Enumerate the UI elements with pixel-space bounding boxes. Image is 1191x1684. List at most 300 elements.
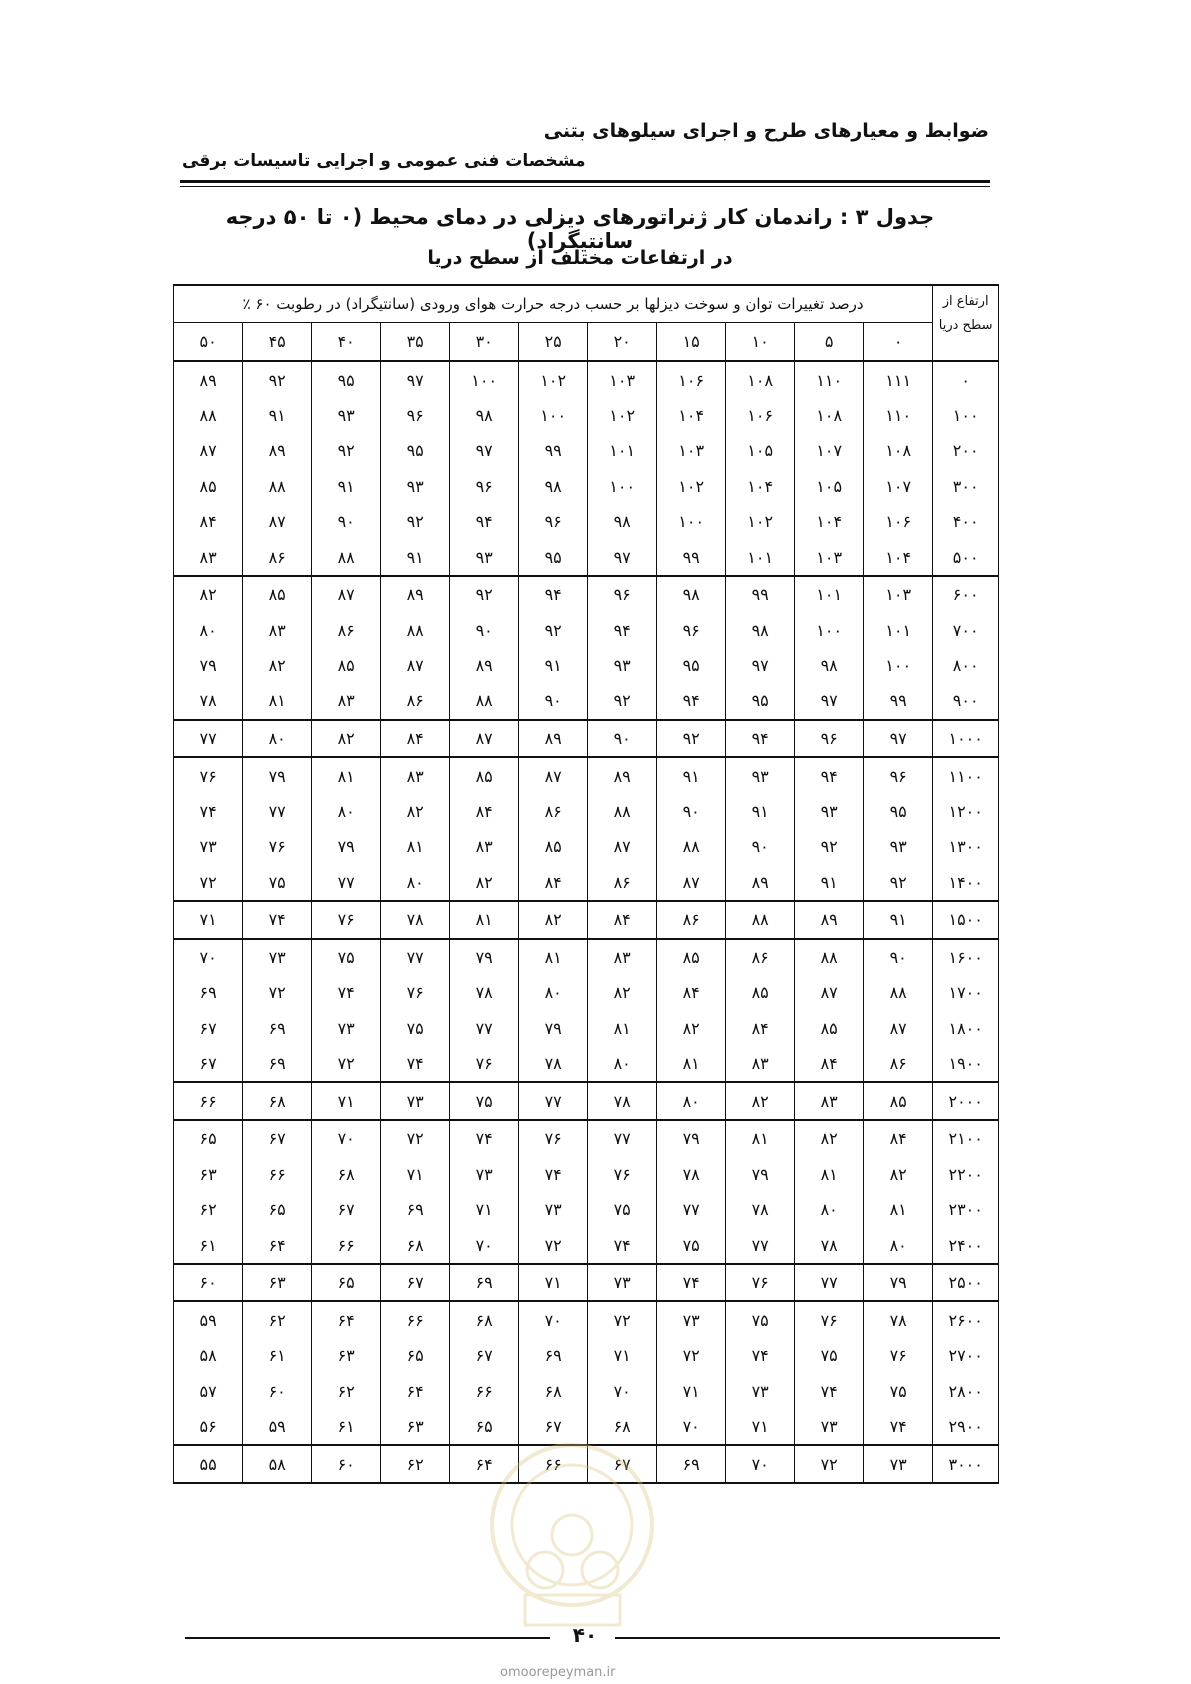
- altitude-cell: ۲۰۰۰: [933, 1082, 999, 1120]
- value-cell: ۶۸: [312, 1157, 381, 1192]
- value-cell: ۹۰: [657, 794, 726, 829]
- value-cell: ۷۶: [795, 1301, 864, 1338]
- value-cell: ۶۶: [519, 1445, 588, 1483]
- value-cell: ۷۸: [381, 901, 450, 939]
- value-cell: ۷۲: [381, 1120, 450, 1157]
- value-cell: ۷۲: [657, 1338, 726, 1373]
- value-cell: ۷۵: [795, 1338, 864, 1373]
- value-cell: ۶۸: [243, 1082, 312, 1120]
- altitude-cell: ۶۰۰: [933, 576, 999, 613]
- value-cell: ۹۵: [312, 361, 381, 398]
- value-cell: ۱۰۸: [726, 361, 795, 398]
- value-cell: ۱۰۰: [519, 398, 588, 433]
- value-cell: ۸۰: [588, 1046, 657, 1083]
- table-header-row: [174, 285, 999, 322]
- table-row: [174, 683, 999, 720]
- temperature-header-row: [174, 322, 999, 361]
- temp-header-cell: ۴۵: [243, 322, 312, 361]
- table-row: [174, 1046, 999, 1083]
- value-cell: ۷۶: [588, 1157, 657, 1192]
- altitude-cell: ۲۰۰: [933, 433, 999, 468]
- altitude-cell: ۲۹۰۰: [933, 1409, 999, 1446]
- altitude-cell: ۵۰۰: [933, 539, 999, 576]
- value-cell: ۹۰: [726, 829, 795, 864]
- value-cell: ۸۱: [312, 757, 381, 794]
- value-cell: ۷۳: [243, 939, 312, 976]
- value-cell: ۷۶: [174, 757, 243, 794]
- value-cell: ۷۹: [519, 1011, 588, 1046]
- value-cell: ۷۷: [312, 865, 381, 902]
- value-cell: ۶۹: [243, 1011, 312, 1046]
- value-cell: ۷۷: [726, 1227, 795, 1264]
- value-cell: ۸۹: [588, 757, 657, 794]
- value-cell: ۹۳: [726, 757, 795, 794]
- value-cell: ۶۹: [174, 975, 243, 1010]
- value-cell: ۶۵: [381, 1338, 450, 1373]
- value-cell: ۶۰: [312, 1445, 381, 1483]
- value-cell: ۸۷: [795, 975, 864, 1010]
- value-cell: ۷۴: [657, 1264, 726, 1302]
- value-cell: ۷۸: [657, 1157, 726, 1192]
- value-cell: ۸۸: [657, 829, 726, 864]
- value-cell: ۷۷: [174, 720, 243, 758]
- value-cell: ۹۲: [588, 683, 657, 720]
- value-cell: ۱۱۰: [795, 361, 864, 398]
- value-cell: ۷۰: [657, 1409, 726, 1446]
- value-cell: ۷۳: [312, 1011, 381, 1046]
- value-cell: ۷۷: [657, 1192, 726, 1227]
- value-cell: ۷۶: [450, 1046, 519, 1083]
- altitude-cell: ۱۳۰۰: [933, 829, 999, 864]
- value-cell: ۸۰: [312, 794, 381, 829]
- table-row: [174, 975, 999, 1010]
- table-row: [174, 1192, 999, 1227]
- value-cell: ۷۹: [864, 1264, 933, 1302]
- value-cell: ۹۳: [864, 829, 933, 864]
- value-cell: ۸۲: [864, 1157, 933, 1192]
- value-cell: ۸۸: [588, 794, 657, 829]
- value-cell: ۶۰: [243, 1373, 312, 1408]
- value-cell: ۷۹: [450, 939, 519, 976]
- value-cell: ۷۷: [795, 1264, 864, 1302]
- altitude-cell: ۲۱۰۰: [933, 1120, 999, 1157]
- value-cell: ۸۲: [381, 794, 450, 829]
- table-row: [174, 1227, 999, 1264]
- value-cell: ۹۸: [726, 612, 795, 647]
- value-cell: ۸۶: [243, 539, 312, 576]
- value-cell: ۸۲: [174, 576, 243, 613]
- header-rule-thin: [180, 186, 990, 187]
- value-cell: ۹۴: [450, 504, 519, 539]
- value-cell: ۶۲: [174, 1192, 243, 1227]
- value-cell: ۶۶: [312, 1227, 381, 1264]
- value-cell: ۷۵: [726, 1301, 795, 1338]
- value-cell: ۹۶: [657, 612, 726, 647]
- temp-header-cell: ۳۰: [450, 322, 519, 361]
- value-cell: ۷۶: [312, 901, 381, 939]
- value-cell: ۸۷: [381, 648, 450, 683]
- value-cell: ۷۰: [174, 939, 243, 976]
- value-cell: ۷۳: [519, 1192, 588, 1227]
- value-cell: ۶۴: [243, 1227, 312, 1264]
- value-cell: ۵۵: [174, 1445, 243, 1483]
- value-cell: ۸۰: [519, 975, 588, 1010]
- value-cell: ۹۵: [726, 683, 795, 720]
- value-cell: ۶۴: [450, 1445, 519, 1483]
- value-cell: ۹۸: [519, 469, 588, 504]
- value-cell: ۸۹: [726, 865, 795, 902]
- value-cell: ۱۱۱: [864, 361, 933, 398]
- value-cell: ۸۵: [243, 576, 312, 613]
- value-cell: ۸۰: [174, 612, 243, 647]
- value-cell: ۷۷: [519, 1082, 588, 1120]
- value-cell: ۸۸: [312, 539, 381, 576]
- value-cell: ۱۰۲: [726, 504, 795, 539]
- table-row: [174, 361, 999, 398]
- footer-rule-left: [185, 1637, 550, 1639]
- value-cell: ۸۷: [657, 865, 726, 902]
- value-cell: ۸۰: [657, 1082, 726, 1120]
- efficiency-table: [173, 284, 999, 1484]
- value-cell: ۷۸: [519, 1046, 588, 1083]
- table-row: [174, 720, 999, 758]
- value-cell: ۸۸: [726, 901, 795, 939]
- value-cell: ۹۲: [243, 361, 312, 398]
- value-cell: ۷۰: [519, 1301, 588, 1338]
- value-cell: ۷۴: [450, 1120, 519, 1157]
- value-cell: ۵۹: [243, 1409, 312, 1446]
- table-row: [174, 1120, 999, 1157]
- table-row: [174, 794, 999, 829]
- value-cell: ۹۶: [864, 757, 933, 794]
- value-cell: ۷۴: [864, 1409, 933, 1446]
- value-cell: ۸۹: [795, 901, 864, 939]
- value-cell: ۹۵: [864, 794, 933, 829]
- temp-header-cell: ۵: [795, 322, 864, 361]
- value-cell: ۹۳: [312, 398, 381, 433]
- value-cell: ۸۲: [588, 975, 657, 1010]
- value-cell: ۹۱: [243, 398, 312, 433]
- value-cell: ۷۳: [450, 1157, 519, 1192]
- value-cell: ۸۶: [312, 612, 381, 647]
- value-cell: ۷۶: [381, 975, 450, 1010]
- footer-rule-right: [615, 1637, 1000, 1639]
- value-cell: ۹۲: [312, 433, 381, 468]
- value-cell: ۸۶: [588, 865, 657, 902]
- value-cell: ۹۴: [588, 612, 657, 647]
- value-cell: ۶۷: [312, 1192, 381, 1227]
- value-cell: ۹۱: [864, 901, 933, 939]
- value-cell: ۷۱: [381, 1157, 450, 1192]
- value-cell: ۹۶: [519, 504, 588, 539]
- table-row: [174, 1011, 999, 1046]
- value-cell: ۹۲: [450, 576, 519, 613]
- value-cell: ۶۲: [243, 1301, 312, 1338]
- value-cell: ۱۰۶: [726, 398, 795, 433]
- altitude-cell: ۳۰۰: [933, 469, 999, 504]
- value-cell: ۱۰۷: [795, 433, 864, 468]
- running-header-title: ضوابط و معیارهای طرح و اجرای سیلوهای بتنی: [543, 120, 989, 142]
- value-cell: ۷۹: [312, 829, 381, 864]
- value-cell: ۱۰۳: [795, 539, 864, 576]
- value-cell: ۷۰: [450, 1227, 519, 1264]
- value-cell: ۸۸: [174, 398, 243, 433]
- altitude-cell: ۱۱۰۰: [933, 757, 999, 794]
- value-cell: ۸۲: [657, 1011, 726, 1046]
- value-cell: ۹۱: [657, 757, 726, 794]
- value-cell: ۹۵: [381, 433, 450, 468]
- value-cell: ۹۰: [588, 720, 657, 758]
- temp-header-cell: ۲۵: [519, 322, 588, 361]
- value-cell: ۹۷: [381, 361, 450, 398]
- value-cell: ۸۱: [381, 829, 450, 864]
- table-caption: درصد تغییرات توان و سوخت دیزلها بر حسب درجه حرارت هوای ورودی (سانتیگراد) در رطوبت ۶۰ ٪: [174, 285, 933, 322]
- value-cell: ۷۸: [795, 1227, 864, 1264]
- temp-header-cell: ۰: [864, 322, 933, 361]
- value-cell: ۷۴: [312, 975, 381, 1010]
- value-cell: ۸۳: [243, 612, 312, 647]
- value-cell: ۵۸: [174, 1338, 243, 1373]
- value-cell: ۹۹: [726, 576, 795, 613]
- value-cell: ۶۷: [174, 1011, 243, 1046]
- value-cell: ۹۷: [588, 539, 657, 576]
- value-cell: ۶۳: [312, 1338, 381, 1373]
- value-cell: ۹۰: [864, 939, 933, 976]
- value-cell: ۹۱: [519, 648, 588, 683]
- table-row: [174, 469, 999, 504]
- value-cell: ۸۲: [726, 1082, 795, 1120]
- value-cell: ۷۷: [243, 794, 312, 829]
- value-cell: ۶۵: [312, 1264, 381, 1302]
- value-cell: ۸۸: [243, 469, 312, 504]
- value-cell: ۸۵: [450, 757, 519, 794]
- value-cell: ۶۴: [312, 1301, 381, 1338]
- value-cell: ۱۰۲: [519, 361, 588, 398]
- value-cell: ۶۰: [174, 1264, 243, 1302]
- value-cell: ۷۳: [174, 829, 243, 864]
- value-cell: ۷۹: [243, 757, 312, 794]
- value-cell: ۸۷: [588, 829, 657, 864]
- value-cell: ۸۲: [243, 648, 312, 683]
- value-cell: ۷۱: [312, 1082, 381, 1120]
- altitude-cell: ۰: [933, 361, 999, 398]
- value-cell: ۶۸: [381, 1227, 450, 1264]
- value-cell: ۷۴: [174, 794, 243, 829]
- value-cell: ۱۱۰: [864, 398, 933, 433]
- table-row: [174, 865, 999, 902]
- value-cell: ۹۰: [312, 504, 381, 539]
- value-cell: ۸۵: [519, 829, 588, 864]
- value-cell: ۷۲: [795, 1445, 864, 1483]
- running-header-subtitle: مشخصات فنی عمومی و اجرایی تاسیسات برقی: [182, 151, 586, 171]
- value-cell: ۱۰۸: [864, 433, 933, 468]
- value-cell: ۱۰۳: [588, 361, 657, 398]
- value-cell: ۹۱: [381, 539, 450, 576]
- value-cell: ۷۶: [864, 1338, 933, 1373]
- value-cell: ۸۷: [519, 757, 588, 794]
- value-cell: ۸۳: [174, 539, 243, 576]
- value-cell: ۸۴: [657, 975, 726, 1010]
- value-cell: ۹۷: [450, 433, 519, 468]
- value-cell: ۱۰۱: [726, 539, 795, 576]
- value-cell: ۱۰۴: [864, 539, 933, 576]
- value-cell: ۸۹: [381, 576, 450, 613]
- value-cell: ۹۸: [588, 504, 657, 539]
- value-cell: ۶۳: [381, 1409, 450, 1446]
- value-cell: ۸۲: [519, 901, 588, 939]
- altitude-cell: ۱۶۰۰: [933, 939, 999, 976]
- value-cell: ۸۵: [726, 975, 795, 1010]
- value-cell: ۹۸: [450, 398, 519, 433]
- altitude-cell: ۲۸۰۰: [933, 1373, 999, 1408]
- value-cell: ۶۹: [243, 1046, 312, 1083]
- value-cell: ۸۸: [381, 612, 450, 647]
- value-cell: ۱۰۱: [588, 433, 657, 468]
- value-cell: ۷۱: [450, 1192, 519, 1227]
- value-cell: ۷۱: [519, 1264, 588, 1302]
- value-cell: ۷۵: [450, 1082, 519, 1120]
- value-cell: ۷۰: [588, 1373, 657, 1408]
- value-cell: ۱۰۰: [588, 469, 657, 504]
- value-cell: ۶۶: [450, 1373, 519, 1408]
- value-cell: ۹۲: [864, 865, 933, 902]
- table-row: [174, 576, 999, 613]
- value-cell: ۸۴: [519, 865, 588, 902]
- value-cell: ۸۳: [450, 829, 519, 864]
- value-cell: ۷۲: [174, 865, 243, 902]
- altitude-cell: ۴۰۰: [933, 504, 999, 539]
- value-cell: ۷۴: [726, 1338, 795, 1373]
- value-cell: ۷۱: [726, 1409, 795, 1446]
- value-cell: ۷۶: [243, 829, 312, 864]
- value-cell: ۸۰: [381, 865, 450, 902]
- value-cell: ۸۵: [657, 939, 726, 976]
- value-cell: ۸۲: [795, 1120, 864, 1157]
- value-cell: ۷۷: [381, 939, 450, 976]
- value-cell: ۸۱: [795, 1157, 864, 1192]
- value-cell: ۷۷: [450, 1011, 519, 1046]
- altitude-cell: ۱۷۰۰: [933, 975, 999, 1010]
- value-cell: ۱۰۴: [795, 504, 864, 539]
- value-cell: ۷۴: [243, 901, 312, 939]
- value-cell: ۱۰۶: [864, 504, 933, 539]
- table-row: [174, 1338, 999, 1373]
- value-cell: ۷۱: [588, 1338, 657, 1373]
- altitude-cell: ۲۳۰۰: [933, 1192, 999, 1227]
- value-cell: ۸۴: [726, 1011, 795, 1046]
- value-cell: ۹۴: [519, 576, 588, 613]
- value-cell: ۷۳: [657, 1301, 726, 1338]
- value-cell: ۸۲: [312, 720, 381, 758]
- value-cell: ۵۹: [174, 1301, 243, 1338]
- value-cell: ۸۰: [864, 1227, 933, 1264]
- value-cell: ۸۳: [795, 1082, 864, 1120]
- table-row: [174, 1157, 999, 1192]
- value-cell: ۸۶: [864, 1046, 933, 1083]
- value-cell: ۸۵: [795, 1011, 864, 1046]
- value-cell: ۷۴: [588, 1227, 657, 1264]
- value-cell: ۷۶: [726, 1264, 795, 1302]
- value-cell: ۶۵: [174, 1120, 243, 1157]
- value-cell: ۷۹: [726, 1157, 795, 1192]
- value-cell: ۹۱: [795, 865, 864, 902]
- value-cell: ۹۶: [450, 469, 519, 504]
- table-row: [174, 648, 999, 683]
- value-cell: ۸۹: [450, 648, 519, 683]
- table-row: [174, 901, 999, 939]
- value-cell: ۱۰۵: [795, 469, 864, 504]
- value-cell: ۷۶: [519, 1120, 588, 1157]
- value-cell: ۵۷: [174, 1373, 243, 1408]
- value-cell: ۱۰۶: [657, 361, 726, 398]
- value-cell: ۹۲: [795, 829, 864, 864]
- table-row: [174, 1082, 999, 1120]
- value-cell: ۱۰۱: [795, 576, 864, 613]
- altitude-cell: ۹۰۰: [933, 683, 999, 720]
- value-cell: ۸۵: [174, 469, 243, 504]
- value-cell: ۹۴: [657, 683, 726, 720]
- value-cell: ۶۴: [381, 1373, 450, 1408]
- value-cell: ۹۹: [519, 433, 588, 468]
- value-cell: ۶۸: [588, 1409, 657, 1446]
- value-cell: ۷۳: [381, 1082, 450, 1120]
- value-cell: ۹۰: [450, 612, 519, 647]
- value-cell: ۸۳: [726, 1046, 795, 1083]
- value-cell: ۸۶: [381, 683, 450, 720]
- value-cell: ۱۰۰: [450, 361, 519, 398]
- value-cell: ۹۳: [588, 648, 657, 683]
- value-cell: ۱۰۰: [657, 504, 726, 539]
- value-cell: ۶۶: [381, 1301, 450, 1338]
- value-cell: ۸۲: [450, 865, 519, 902]
- value-cell: ۹۶: [588, 576, 657, 613]
- value-cell: ۷۸: [588, 1082, 657, 1120]
- value-cell: ۸۳: [381, 757, 450, 794]
- value-cell: ۸۰: [243, 720, 312, 758]
- altitude-cell: ۲۲۰۰: [933, 1157, 999, 1192]
- altitude-header: [933, 285, 999, 361]
- altitude-cell: ۲۶۰۰: [933, 1301, 999, 1338]
- value-cell: ۸۱: [243, 683, 312, 720]
- value-cell: ۸۷: [864, 1011, 933, 1046]
- value-cell: ۸۸: [864, 975, 933, 1010]
- value-cell: ۱۰۷: [864, 469, 933, 504]
- value-cell: ۸۳: [588, 939, 657, 976]
- value-cell: ۹۳: [381, 469, 450, 504]
- value-cell: ۶۹: [657, 1445, 726, 1483]
- value-cell: ۷۲: [312, 1046, 381, 1083]
- value-cell: ۶۲: [312, 1373, 381, 1408]
- value-cell: ۶۹: [450, 1264, 519, 1302]
- value-cell: ۸۴: [795, 1046, 864, 1083]
- value-cell: ۵۶: [174, 1409, 243, 1446]
- value-cell: ۷۰: [312, 1120, 381, 1157]
- value-cell: ۶۸: [450, 1301, 519, 1338]
- value-cell: ۶۸: [519, 1373, 588, 1408]
- temp-header-cell: ۵۰: [174, 322, 243, 361]
- value-cell: ۶۷: [243, 1120, 312, 1157]
- value-cell: ۸۳: [312, 683, 381, 720]
- altitude-cell: ۱۸۰۰: [933, 1011, 999, 1046]
- value-cell: ۹۶: [381, 398, 450, 433]
- altitude-cell: ۱۰۰۰: [933, 720, 999, 758]
- value-cell: ۱۰۳: [864, 576, 933, 613]
- value-cell: ۷۲: [243, 975, 312, 1010]
- altitude-cell: ۲۴۰۰: [933, 1227, 999, 1264]
- value-cell: ۹۶: [795, 720, 864, 758]
- value-cell: ۸۹: [243, 433, 312, 468]
- value-cell: ۹۵: [519, 539, 588, 576]
